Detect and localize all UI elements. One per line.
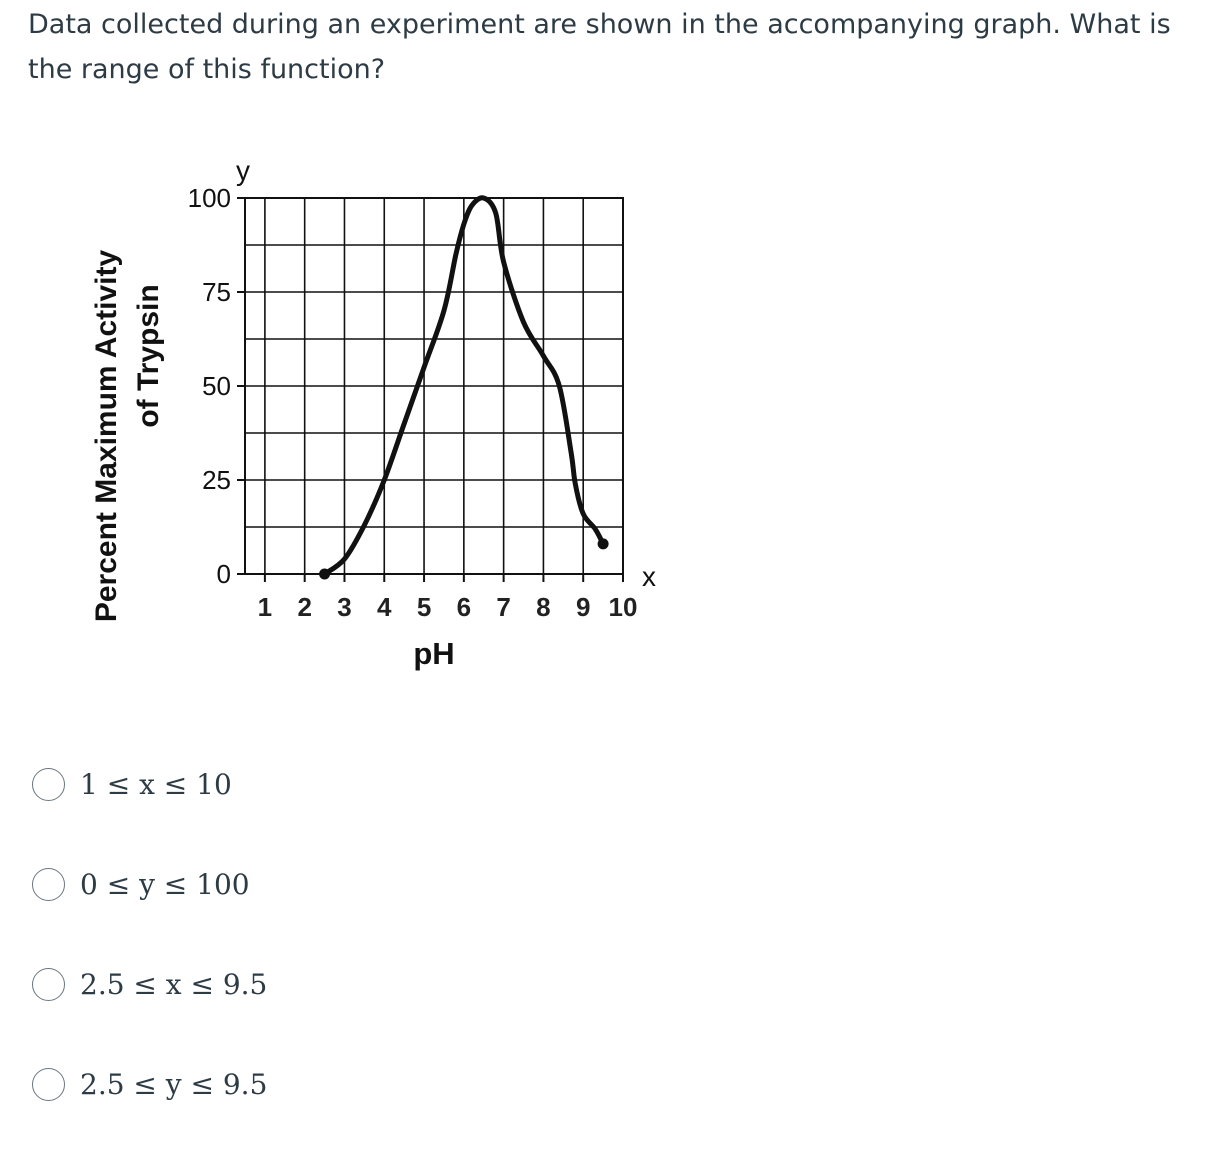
answer-label: 2.5 ≤ x ≤ 9.5: [80, 967, 268, 1001]
radio-button[interactable]: [32, 968, 65, 1001]
x-tick-label: 8: [536, 592, 551, 622]
chart-svg: [80, 150, 670, 680]
endpoint-dot: [598, 538, 609, 549]
x-tick-label: 1: [257, 592, 273, 622]
x-tick-label: 5: [416, 592, 432, 622]
x-tick-label: 6: [456, 592, 472, 622]
x-tick-label: 7: [496, 592, 511, 622]
x-axis-title: pH: [413, 636, 455, 671]
answer-label: 0 ≤ y ≤ 100: [80, 867, 250, 901]
answer-option-2[interactable]: [32, 860, 250, 908]
y-tick-label: 50: [202, 371, 231, 401]
grid-layer: [245, 198, 623, 574]
axis-layer: [237, 198, 623, 582]
radio-button[interactable]: [32, 868, 65, 901]
answer-option-4[interactable]: [32, 1060, 267, 1108]
y-tick-label: 25: [202, 465, 231, 495]
y-axis-letter: y: [236, 155, 250, 186]
radio-button[interactable]: [32, 1068, 65, 1101]
x-tick-label: 4: [377, 592, 392, 622]
radio-button[interactable]: [32, 768, 65, 801]
label-layer: [90, 155, 656, 671]
y-axis-title-line-2: of Trypsin: [132, 284, 165, 428]
y-axis-title-line-1: Percent Maximum Activity: [90, 249, 123, 623]
y-tick-label: 0: [216, 559, 231, 589]
y-tick-label: 75: [202, 277, 231, 307]
x-axis-letter: x: [642, 561, 656, 592]
y-tick-label: 100: [187, 183, 231, 213]
answer-label: 2.5 ≤ y ≤ 9.5: [80, 1067, 268, 1101]
x-tick-label: 2: [297, 592, 312, 622]
answer-option-1[interactable]: [32, 760, 232, 808]
endpoint-dot: [319, 569, 330, 580]
x-tick-label: 10: [608, 592, 638, 622]
answer-option-3[interactable]: [32, 960, 267, 1008]
answer-label: 1 ≤ x ≤ 10: [80, 767, 232, 801]
question-text: Data collected during an experiment are shown in the accompanying graph. What is the range of this function?: [28, 9, 1171, 85]
x-tick-label: 3: [337, 592, 352, 622]
graph-figure: [80, 150, 670, 680]
x-tick-label: 9: [575, 592, 591, 622]
